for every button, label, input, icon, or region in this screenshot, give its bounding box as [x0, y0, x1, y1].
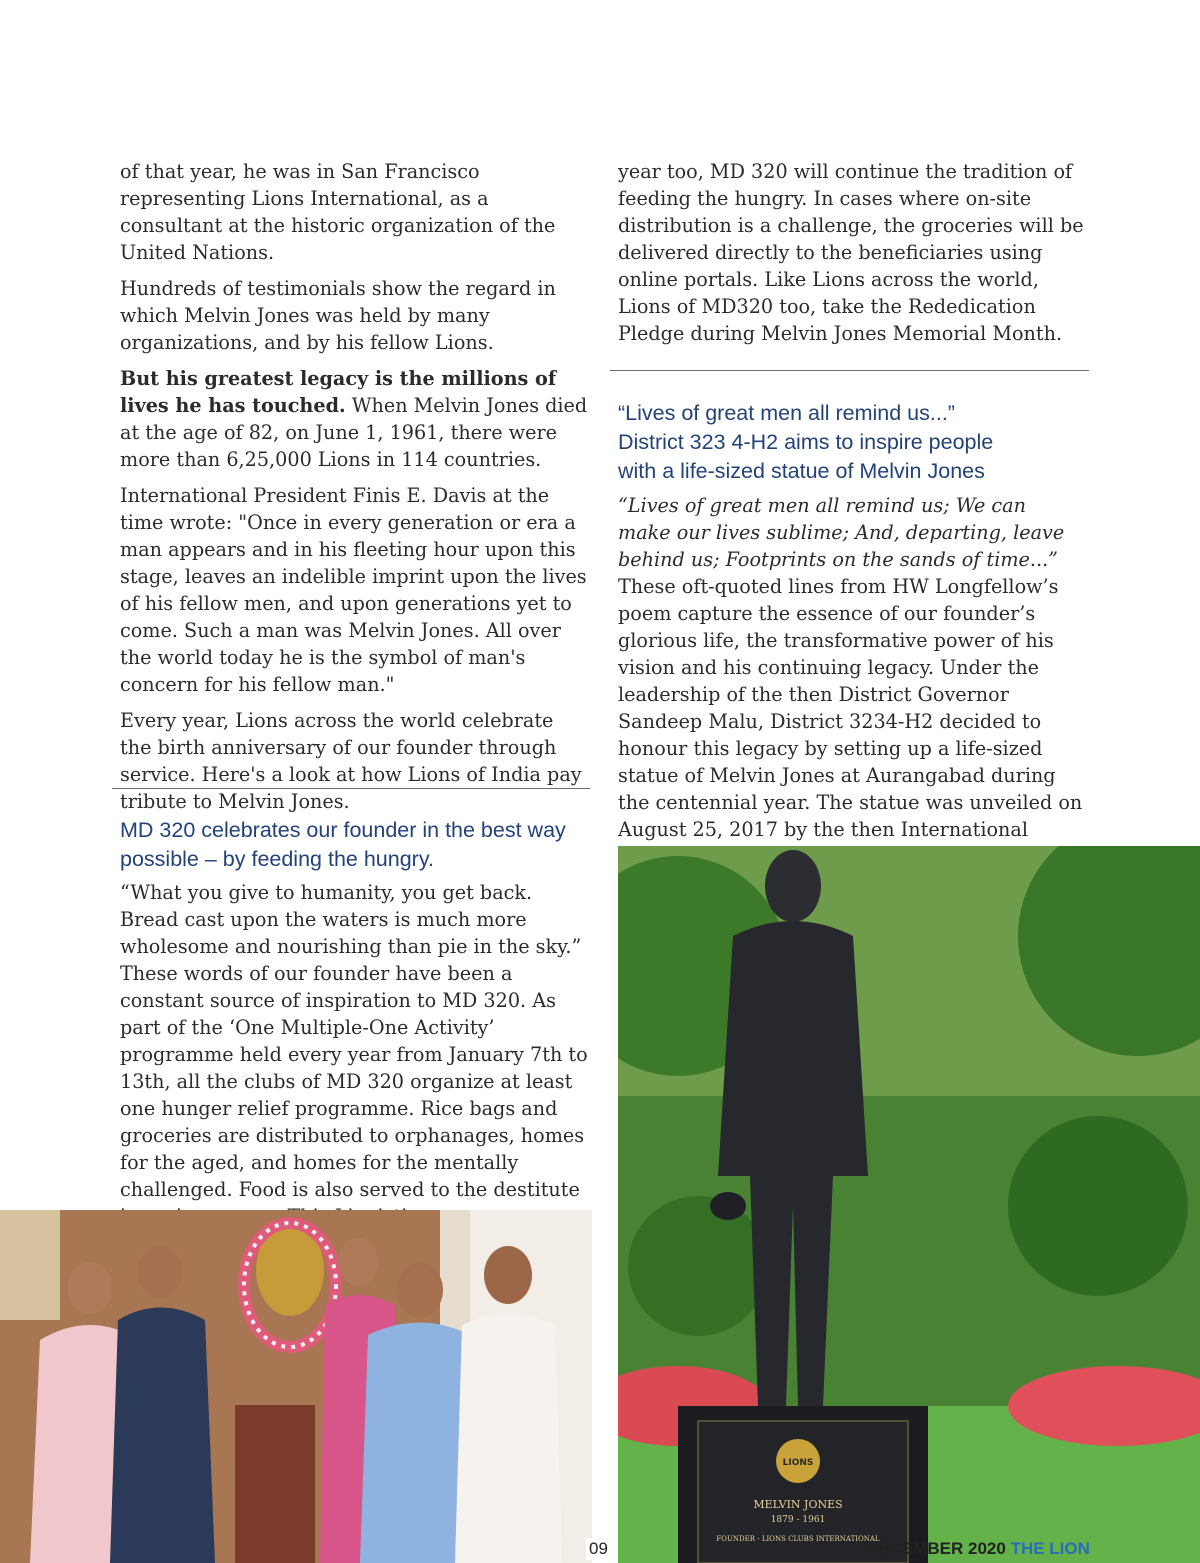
district-heading-line-1: “Lives of great men all remind us...” [618, 401, 955, 425]
melvin-jones-statue-photo [618, 846, 1200, 1563]
plaque-years: 1879 - 1961 [770, 1515, 826, 1525]
plaque-name: MELVIN JONES [753, 1498, 843, 1511]
left-divider [112, 788, 590, 789]
group-photo-with-bust [0, 1210, 592, 1563]
district-heading-line-3: with a life-sized statue of Melvin Jones [618, 459, 985, 483]
district-heading-line-2: District 323 4-H2 aims to inspire people [618, 430, 994, 454]
legacy-rest: When Melvin Jones died at the age of 82, on June 1, 1961, there were more than 6,25,000 Lions in 114 countries. [120, 394, 588, 471]
md320-paragraph: “What you give to humanity, you get back. Bread cast upon the waters is much more wholesome and nourishing than pie in the sky.” These words of our founder have been a constant source of inspiration to MD 320. As part of the ‘One Multiple-One Activity’ programme held every year from January 7th to 13th, all the clubs of MD 320 organize at least one hunger relief programme. Rice bags and groceries are distributed to orphanages, homes for the aged, and homes for the mentally challenged. Food is also served to the destitute [120, 881, 588, 1201]
district-heading [618, 399, 1088, 486]
page-number: 09 [586, 1538, 611, 1560]
district-body [618, 492, 1084, 870]
group-photo-illustration [0, 1210, 592, 1563]
magazine-footer [866, 1538, 1090, 1560]
lions-emblem-text: LIONS [782, 1458, 814, 1468]
footer-magazine-name: THE LION [1010, 1539, 1090, 1558]
footer-month: DECEMBER 2020 [866, 1539, 1006, 1558]
district-paragraph-rest: These oft-quoted lines from HW Longfellow’s poem capture the essence of our founder’s glorious life, the transformative power of his vision and his continuing legacy. Under the leadership of the then District Governor Sandeep Malu, District 3234-H2 decided to honour this legacy by setting up a life-sized statue of Melvin Jones at Aurangabad during the centennial year. The statue was unveiled on August 25, 2017 by the then International [618, 575, 1083, 841]
plaque-title: FOUNDER - LIONS CLUBS INTERNATIONAL [716, 1535, 880, 1543]
right-divider [610, 370, 1089, 371]
longfellow-quote: “Lives of great men all remind us; We can make our lives sublime; And, departing, leave behind us; Footprints on the sands of time...” [618, 494, 1065, 571]
district-paragraph [618, 492, 1084, 870]
paragraph-finis-davis: International President Finis E. Davis at the time wrote: "Once in every generation or era a man appears and in his fleeting hour upon this stage, leaves an indelible imprint upon the lives of his fellow men, and upon generations yet to come. Such a man was Melvin Jones. All over the world today he is the symbol of man's concern for his fellow man." [120, 484, 587, 696]
statue-illustration [618, 846, 1200, 1563]
paragraph-san-francisco: of that year, he was in San Francisco representing Lions International, as a consultant at the historic organization of the United Nations. [120, 160, 556, 264]
paragraph-lionistic-year: year too, MD 320 will continue the tradition of feeding the hungry. In cases where on-site distribution is a challenge, the groceries will be delivered directly to the beneficiaries using online portals. Like Lions across the world, Lions of MD320 too, take the Rededication Pledge during Melvin Jones Memorial Month. [618, 160, 1084, 345]
paragraph-every-year: Every year, Lions across the world celebrate the birth anniversary of our founder through service. Here's a look at how Lions of India pay tribute to Melvin Jones. [120, 709, 582, 813]
left-column [120, 158, 588, 824]
paragraph-legacy [120, 365, 588, 473]
right-column [618, 158, 1086, 356]
legacy-bold-lead: But his greatest legacy is the millions of lives he has touched. [120, 367, 557, 417]
paragraph-testimonials: Hundreds of testimonials show the regard in which Melvin Jones was held by many organizations, and by his fellow Lions. [120, 277, 556, 354]
md320-heading: MD 320 celebrates our founder in the best way possible – by feeding the hungry. [120, 818, 566, 871]
md320-body [120, 879, 588, 1230]
